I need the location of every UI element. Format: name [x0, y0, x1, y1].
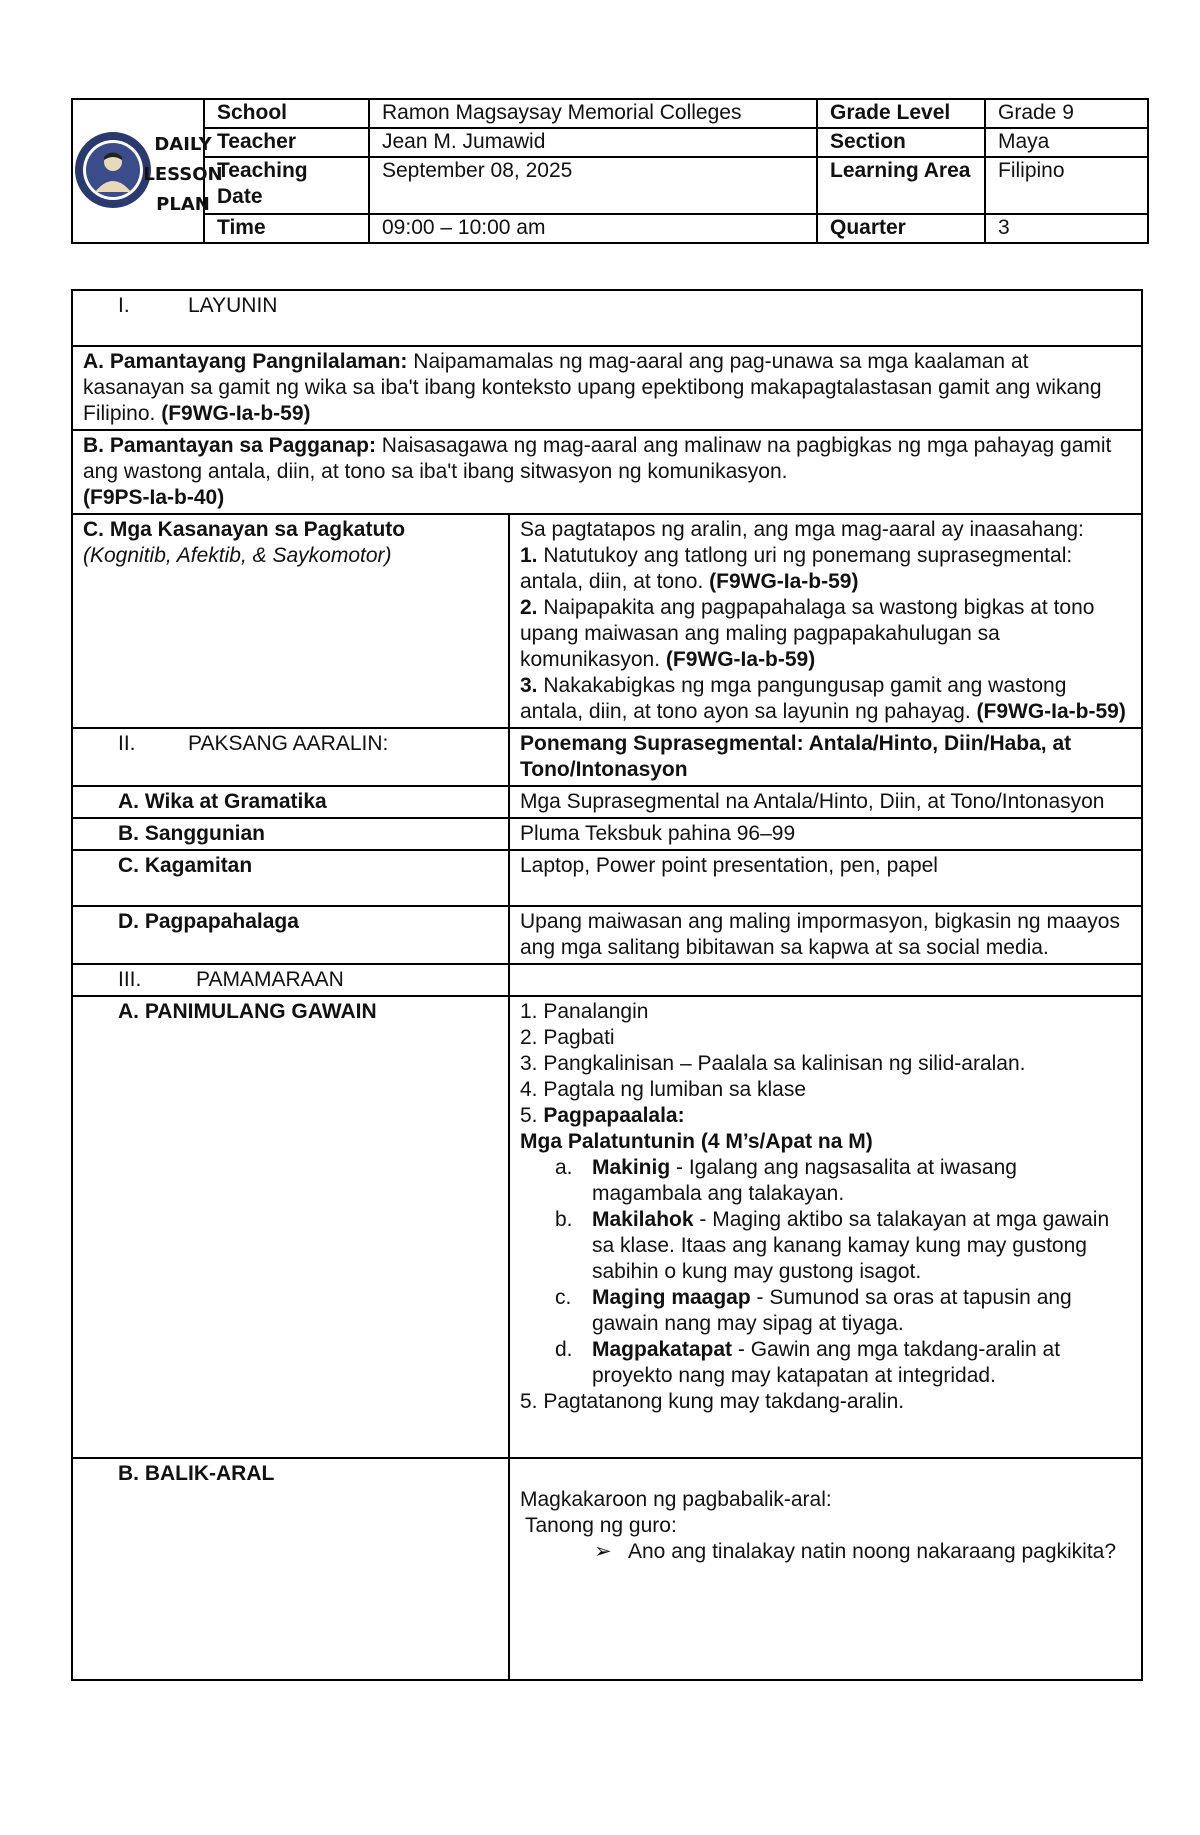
pamamaraan-heading: III. PAMAMARAAN — [72, 964, 509, 996]
learning-area-value: Filipino — [985, 157, 1148, 214]
kagamitan-label: C. Kagamitan — [72, 850, 509, 906]
grade-level-value: Grade 9 — [985, 99, 1148, 128]
sanggunian-label: B. Sanggunian — [72, 818, 509, 850]
teaching-date-value: September 08, 2025 — [369, 157, 817, 214]
list-item: 5. Pagtatanong kung may takdang-aralin. — [520, 1390, 905, 1413]
quarter-label: Quarter — [817, 214, 985, 243]
pagpapahalaga-label: D. Pagpapahalaga — [72, 906, 509, 964]
pamamaraan-empty-cell — [509, 964, 1142, 996]
learning-area-label: Learning Area — [817, 157, 985, 214]
palatuntunin-heading: Mga Palatuntunin (4 M’s/Apat na M) — [520, 1130, 873, 1153]
layunin-heading: I. LAYUNIN — [72, 290, 1142, 346]
list-item: 2. Pagbati — [520, 1026, 615, 1049]
rules-list — [520, 1155, 1131, 1389]
panimulang-gawain-label: A. PANIMULANG GAWAIN — [72, 996, 509, 1458]
kasanayan-content-cell: Sa pagtatapos ng aralin, ang mga mag-aaral ay inaasahang: 1. Natutukoy ang tatlong uri ng ponemang suprasegmental: antala, diin, at tono. (F9WG-Ia-b-59) 2. Naipapakita ang pagpapahalaga sa wastong bigkas at tono upang maiwasan ang maling pagpapakahulugan sa komunikasyon. (F9WG-Ia-b-59) 3. Nakakabigkas ng mga pangungusap gamit ang wastong antala, diin, at tono ayon sa layunin ng pahayag. (F9WG-Ia-b-59) — [509, 514, 1142, 728]
pagpapahalaga-value: Upang maiwasan ang maling impormasyon, bigkasin ng maayos ang mga salitang bibitawan sa kapwa at sa social media. — [509, 906, 1142, 964]
lesson-plan-table — [71, 289, 1143, 1681]
school-seal-icon — [73, 130, 153, 210]
balik-aral-content — [509, 1458, 1142, 1680]
list-item: 1. Panalangin — [520, 1000, 649, 1023]
paksang-aaralin-value: Ponemang Suprasegmental: Antala/Hinto, Diin/Haba, at Tono/Intonasyon — [509, 728, 1142, 786]
list-item: 4. Pagtala ng lumiban sa klase — [520, 1078, 807, 1101]
panimulang-gawain-content — [509, 996, 1142, 1458]
teacher-value: Jean M. Jumawid — [369, 128, 817, 157]
school-value: Ramon Magsaysay Memorial Colleges — [369, 99, 817, 128]
tanong-label: Tanong ng guro: — [525, 1514, 677, 1537]
grade-level-label: Grade Level — [817, 99, 985, 128]
section-value: Maya — [985, 128, 1148, 157]
rule-item: d. Magpakatapat - Gawin ang mga takdang-aralin at proyekto nang may katapatan at integridad. — [555, 1338, 1061, 1387]
school-label: School — [204, 99, 369, 128]
quarter-value: 3 — [985, 214, 1148, 243]
logo-cell — [72, 99, 223, 243]
pamantayang-pangnilalaman: A. Pamantayang Pangnilalaman: Naipamamalas ng mag-aaral ang pag-unawa sa mga kaalaman at kasanayan sa gamit ng wika sa iba't ibang konteksto upang epektibong makapagtalastasan gamit ang wikang Filipino. (F9WG-Ia-b-59) — [72, 346, 1142, 430]
time-value: 09:00 – 10:00 am — [369, 214, 817, 243]
sanggunian-value: Pluma Teksbuk pahina 96–99 — [509, 818, 1142, 850]
teaching-date-label: Teaching Date — [204, 157, 369, 214]
list-item: 3. Pangkalinisan – Paalala sa kalinisan ng silid-aralan. — [520, 1052, 1026, 1075]
pamantayan-sa-pagganap: B. Pamantayan sa Pagganap: Naisasagawa ng mag-aaral ang malinaw na pagbigkas ng mga pahayag gamit ang wastong antala, diin, at tono sa iba't ibang sitwasyon ng komunikasyon. (F9PS-Ia-b-40) — [72, 430, 1142, 514]
wika-gramatika-value: Mga Suprasegmental na Antala/Hinto, Diin, at Tono/Intonasyon — [509, 786, 1142, 818]
paksang-aaralin-heading: II. PAKSANG AARALIN: — [72, 728, 509, 786]
section-label: Section — [817, 128, 985, 157]
balik-aral-intro: Magkakaroon ng pagbabalik-aral: — [520, 1488, 832, 1511]
tanong-list — [520, 1539, 1131, 1565]
arrow-bullet-icon: ➢ — [594, 1540, 612, 1563]
time-label: Time — [204, 214, 369, 243]
list-item: 5. Pagpapaalala: — [520, 1104, 685, 1127]
header-table — [71, 98, 1149, 244]
kasanayan-label-cell: C. Mga Kasanayan sa Pagkatuto (Kognitib, Afektib, & Saykomotor) — [72, 514, 509, 728]
rule-item: b. Makilahok - Maging aktibo sa talakayan at mga gawain sa klase. Itaas ang kanang kamay kung may gustong sabihin o kung may gustong isagot. — [555, 1208, 1110, 1283]
rule-item: a. Makinig - Igalang ang nagsasalita at iwasang magambala ang talakayan. — [555, 1156, 1017, 1205]
balik-aral-label: B. BALIK-ARAL — [72, 1458, 509, 1680]
wika-gramatika-label: A. Wika at Gramatika — [72, 786, 509, 818]
teacher-label: Teacher — [204, 128, 369, 157]
kagamitan-value: Laptop, Power point presentation, pen, papel — [509, 850, 1142, 906]
list-item: ➢ Ano ang tinalakay natin noong nakaraang pagkikita? — [594, 1540, 1117, 1563]
rule-item: c. Maging maagap - Sumunod sa oras at tapusin ang gawain nang may sipag at tiyaga. — [555, 1286, 1072, 1335]
daily-lesson-plan-logo-text: DAILY LESSON PLAN — [143, 134, 223, 215]
